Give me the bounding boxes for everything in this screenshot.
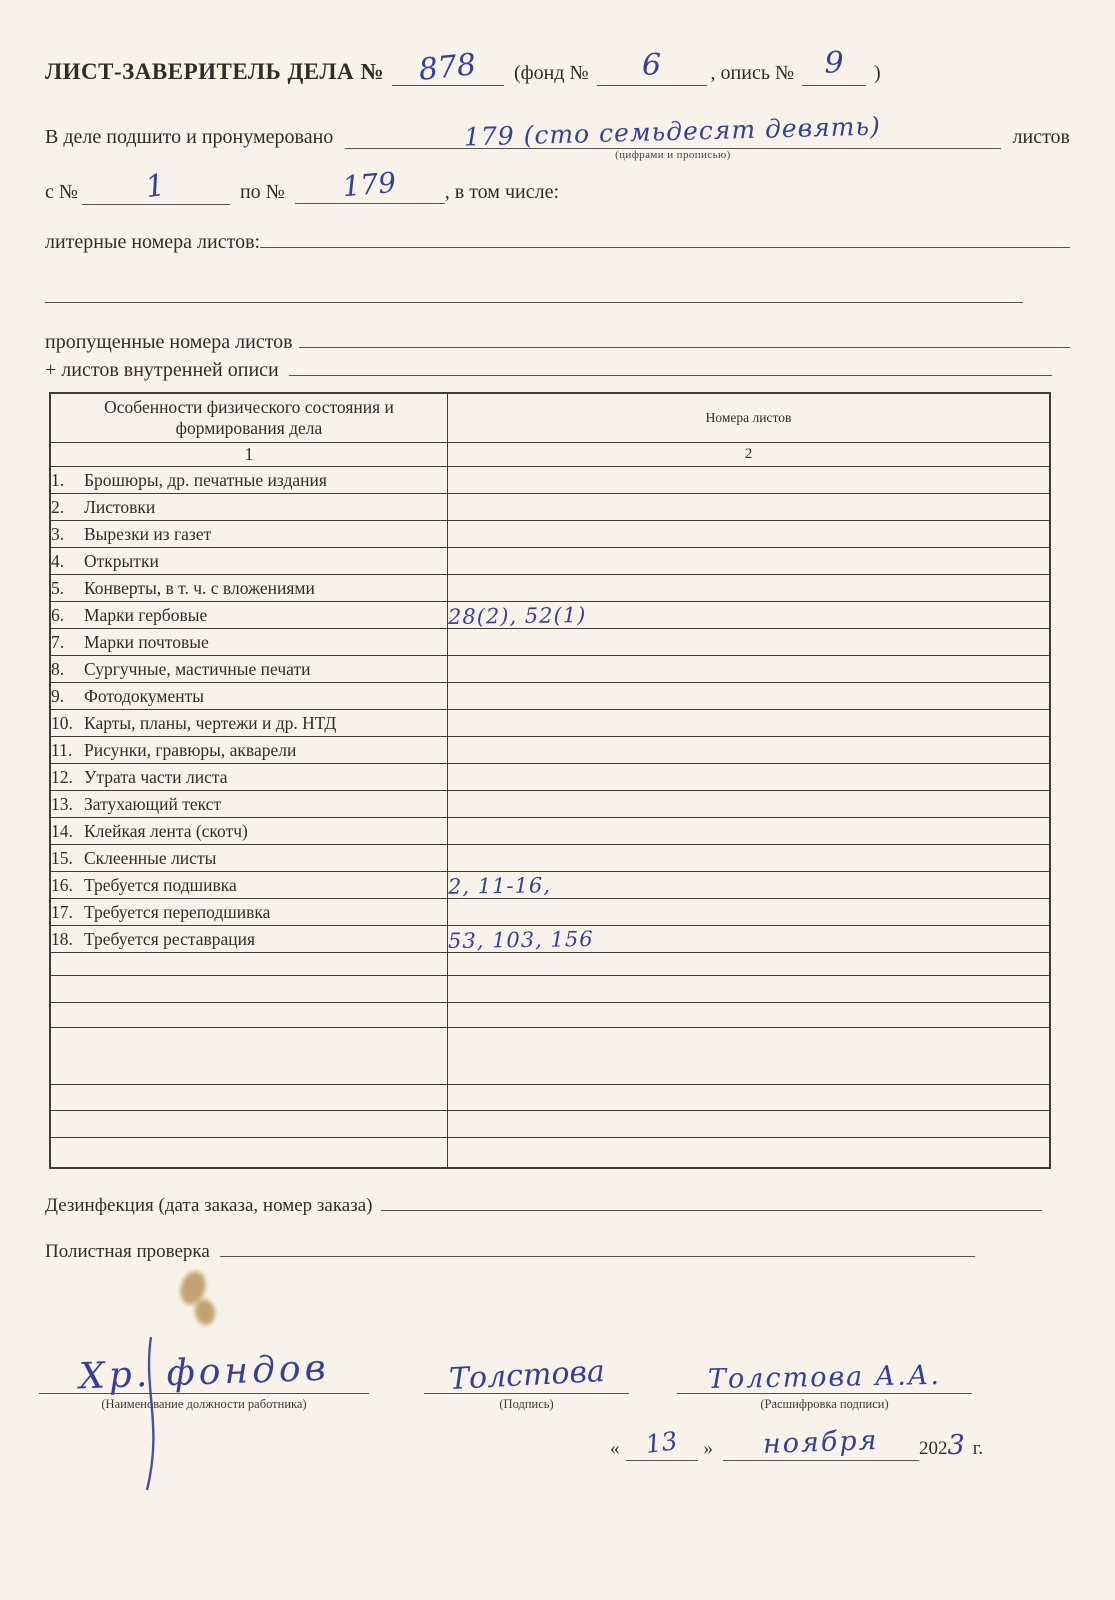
month-blank — [723, 1424, 919, 1461]
opis-number-blank — [802, 46, 866, 86]
feature-cell — [50, 656, 448, 683]
row-number: 10. — [51, 712, 73, 733]
signature-caption: (Подпись) — [499, 1396, 554, 1411]
position-signature — [39, 1347, 369, 1412]
table-row — [50, 548, 1050, 575]
feature-cell — [50, 1138, 448, 1168]
table-row-empty — [50, 1138, 1050, 1168]
numbers-cell — [448, 467, 1051, 494]
open-quote: « — [610, 1437, 620, 1459]
feature-cell — [50, 737, 448, 764]
table-header-row — [50, 393, 1050, 443]
row-number: 15. — [51, 847, 73, 868]
table-number-row — [50, 443, 1050, 467]
from-blank — [82, 167, 230, 206]
row-label: Утрата части листа — [84, 766, 228, 787]
numbers-cell — [448, 521, 1051, 548]
feature-cell — [50, 818, 448, 845]
feature-cell — [50, 953, 448, 976]
numbers-cell — [448, 976, 1051, 1003]
col2-header: Номера листов — [448, 393, 1051, 443]
case-number-blank — [392, 47, 504, 88]
counts-suffix: листов — [1012, 126, 1070, 148]
table-row — [50, 899, 1050, 926]
page-title: ЛИСТ-ЗАВЕРИТЕЛЬ ДЕЛА № — [45, 59, 384, 84]
row-number: 14. — [51, 820, 73, 841]
feature-cell — [50, 1003, 448, 1028]
numbers-cell — [448, 548, 1051, 575]
feature-cell — [50, 467, 448, 494]
name-caption: (Расшифровка подписи) — [760, 1396, 889, 1411]
opis-number-handwriting: 9 — [824, 46, 844, 81]
row-number: 16. — [51, 874, 73, 895]
from-handwriting: 1 — [143, 167, 168, 206]
numbers-cell — [448, 791, 1051, 818]
table-row-empty — [50, 1028, 1050, 1085]
year-suffix: г. — [972, 1437, 984, 1459]
opis-label: , опись № — [710, 62, 795, 84]
range-line — [45, 165, 1070, 206]
position-line — [39, 1347, 369, 1397]
feature-cell — [50, 575, 448, 602]
numbers-cell — [448, 1111, 1051, 1138]
row-label: Листовки — [84, 496, 156, 517]
table-row — [50, 683, 1050, 710]
col2-number: 2 — [448, 443, 1051, 467]
numbers-cell — [448, 845, 1051, 872]
year-handwriting: 3 — [947, 1429, 965, 1461]
continuation-line — [45, 302, 1023, 303]
range-tail: , в том числе: — [444, 181, 560, 203]
feature-cell — [50, 764, 448, 791]
feature-cell — [50, 710, 448, 737]
row-label: Рисунки, гравюры, акварели — [84, 739, 297, 760]
missing-numbers-label: пропущенные номера листов — [45, 331, 293, 353]
physical-state-table — [49, 392, 1051, 1169]
fond-label: (фонд № — [513, 62, 589, 84]
table-row — [50, 845, 1050, 872]
digits-words-caption: (цифрами и прописью) — [615, 148, 731, 161]
row-label: Затухающий текст — [84, 793, 222, 814]
numbers-cell — [448, 1085, 1051, 1111]
name-line — [677, 1359, 972, 1395]
fond-number-blank — [597, 48, 707, 86]
total-handwriting: 179 (сто семьдесят девять) — [464, 111, 882, 152]
numbers-cell — [448, 737, 1051, 764]
counts-prefix: В деле подшито и пронумеровано — [45, 126, 334, 148]
counts-line — [45, 111, 1070, 161]
numbers-cell — [448, 818, 1051, 845]
letter-numbers-blank — [260, 247, 1070, 248]
feature-cell — [50, 548, 448, 575]
close-paren: ) — [874, 62, 881, 84]
signature-handwriting: Толстова — [447, 1353, 606, 1397]
internal-inventory-label: + листов внутренней описи — [45, 359, 279, 381]
feature-cell — [50, 926, 448, 953]
table-row — [50, 764, 1050, 791]
sheet-check-line — [45, 1241, 1070, 1263]
table-row — [50, 629, 1050, 656]
table-row-empty — [50, 1111, 1050, 1138]
row-label: Марки гербовые — [84, 604, 208, 625]
row-label: Фотодокументы — [84, 685, 205, 706]
name-handwriting: Толстова А.А. — [707, 1359, 942, 1395]
fond-number-handwriting: 6 — [642, 48, 662, 83]
row-number: 1. — [51, 469, 65, 490]
numbers-cell — [448, 899, 1051, 926]
table-row-empty — [50, 953, 1050, 976]
sheet-check-blank — [220, 1256, 975, 1257]
row-label: Требуется реставрация — [84, 928, 256, 949]
table-row — [50, 737, 1050, 764]
feature-cell — [50, 872, 448, 899]
close-quote: » — [703, 1437, 713, 1459]
row-number: 17. — [51, 901, 73, 922]
row-number: 18. — [51, 928, 73, 949]
row-number: 7. — [51, 631, 65, 652]
numbers-handwriting: 28(2), 52(1) — [447, 603, 587, 629]
table-row — [50, 710, 1050, 737]
table-row — [50, 521, 1050, 548]
numbers-cell — [448, 629, 1051, 656]
table-row-empty — [50, 1085, 1050, 1111]
numbers-cell — [448, 656, 1051, 683]
numbers-handwriting: 53, 103, 156 — [447, 926, 594, 954]
row-label: Требуется переподшивка — [84, 901, 271, 922]
numbers-cell — [448, 926, 1051, 953]
disinfection-blank — [381, 1210, 1043, 1211]
numbers-cell — [448, 764, 1051, 791]
letter-numbers-line — [45, 231, 1070, 254]
day-blank — [626, 1425, 698, 1461]
row-number: 13. — [51, 793, 73, 814]
table-row — [50, 602, 1050, 629]
numbers-cell — [448, 683, 1051, 710]
internal-inventory-blank — [289, 375, 1052, 376]
numbers-cell — [448, 494, 1051, 521]
date-line — [45, 1424, 1070, 1461]
case-number-handwriting: 878 — [417, 47, 478, 88]
row-label: Карты, планы, чертежи и др. НТД — [84, 712, 337, 733]
row-label: Вырезки из газет — [84, 523, 212, 544]
numbers-cell — [448, 575, 1051, 602]
feature-cell — [50, 976, 448, 1003]
table-row — [50, 818, 1050, 845]
row-number: 5. — [51, 577, 65, 598]
row-label: Клейкая лента (скотч) — [84, 820, 248, 841]
row-number: 9. — [51, 685, 65, 706]
total-blank — [345, 111, 1000, 161]
feature-cell — [50, 494, 448, 521]
row-label: Требуется подшивка — [84, 874, 237, 895]
row-number: 2. — [51, 496, 65, 517]
col1-number: 1 — [50, 443, 448, 467]
row-label: Сургучные, мастичные печати — [84, 658, 311, 679]
row-label: Открытки — [84, 550, 159, 571]
feature-cell — [50, 683, 448, 710]
row-label: Брошюры, др. печатные издания — [84, 469, 327, 490]
row-label: Конверты, в т. ч. с вложениями — [84, 577, 315, 598]
title-line — [45, 46, 1070, 88]
row-number: 8. — [51, 658, 65, 679]
feature-cell — [50, 1028, 448, 1085]
table-row — [50, 467, 1050, 494]
numbers-cell — [448, 602, 1051, 629]
numbers-cell — [448, 1028, 1051, 1085]
feature-cell — [50, 602, 448, 629]
table-row — [50, 575, 1050, 602]
letter-numbers-label: литерные номера листов: — [45, 231, 261, 253]
numbers-cell — [448, 710, 1051, 737]
day-handwriting: 13 — [643, 1425, 679, 1459]
row-label: Склеенные листы — [84, 847, 217, 868]
signature-field — [424, 1353, 629, 1412]
disinfection-label: Дезинфекция (дата заказа, номер заказа) — [45, 1194, 373, 1216]
table-row — [50, 926, 1050, 953]
signature-line — [424, 1353, 629, 1397]
missing-numbers-blank — [299, 347, 1070, 348]
missing-numbers-line — [45, 331, 1070, 354]
disinfection-line — [45, 1195, 1070, 1217]
internal-inventory-line — [45, 359, 1070, 382]
sheet-check-label: Полистная проверка — [45, 1240, 210, 1262]
table-row-empty — [50, 976, 1050, 1003]
feature-cell — [50, 629, 448, 656]
position-caption: (Наименование должности работника) — [101, 1396, 307, 1411]
numbers-cell — [448, 1138, 1051, 1168]
numbers-handwriting: 2, 11-16, — [447, 873, 552, 899]
feature-cell — [50, 899, 448, 926]
year-printed: 202 — [919, 1437, 948, 1459]
feature-cell — [50, 1111, 448, 1138]
month-handwriting: ноября — [762, 1424, 880, 1460]
signature-block — [45, 1347, 1070, 1412]
numbers-cell — [448, 953, 1051, 976]
row-number: 6. — [51, 604, 65, 625]
numbers-cell — [448, 1003, 1051, 1028]
row-number: 11. — [51, 739, 73, 760]
from-label: с № — [45, 181, 78, 203]
row-number: 3. — [51, 523, 65, 544]
ink-stain-2 — [193, 1297, 217, 1326]
numbers-cell — [448, 872, 1051, 899]
row-label: Марки почтовые — [84, 631, 209, 652]
table-row — [50, 872, 1050, 899]
col1-header: Особенности физического состояния и формирования дела — [50, 393, 448, 443]
feature-cell — [50, 791, 448, 818]
table-row — [50, 656, 1050, 683]
feature-cell — [50, 1085, 448, 1111]
row-number: 4. — [51, 550, 65, 571]
to-blank — [295, 165, 445, 204]
table-body — [50, 393, 1050, 1168]
row-number: 12. — [51, 766, 73, 787]
table-row-empty — [50, 1003, 1050, 1028]
to-handwriting: 179 — [341, 165, 398, 204]
table-row — [50, 791, 1050, 818]
to-label: по № — [239, 181, 285, 203]
table-row — [50, 494, 1050, 521]
feature-cell — [50, 845, 448, 872]
name-field — [677, 1359, 972, 1412]
position-handwriting: Хр. фондов — [78, 1347, 330, 1397]
feature-cell — [50, 521, 448, 548]
